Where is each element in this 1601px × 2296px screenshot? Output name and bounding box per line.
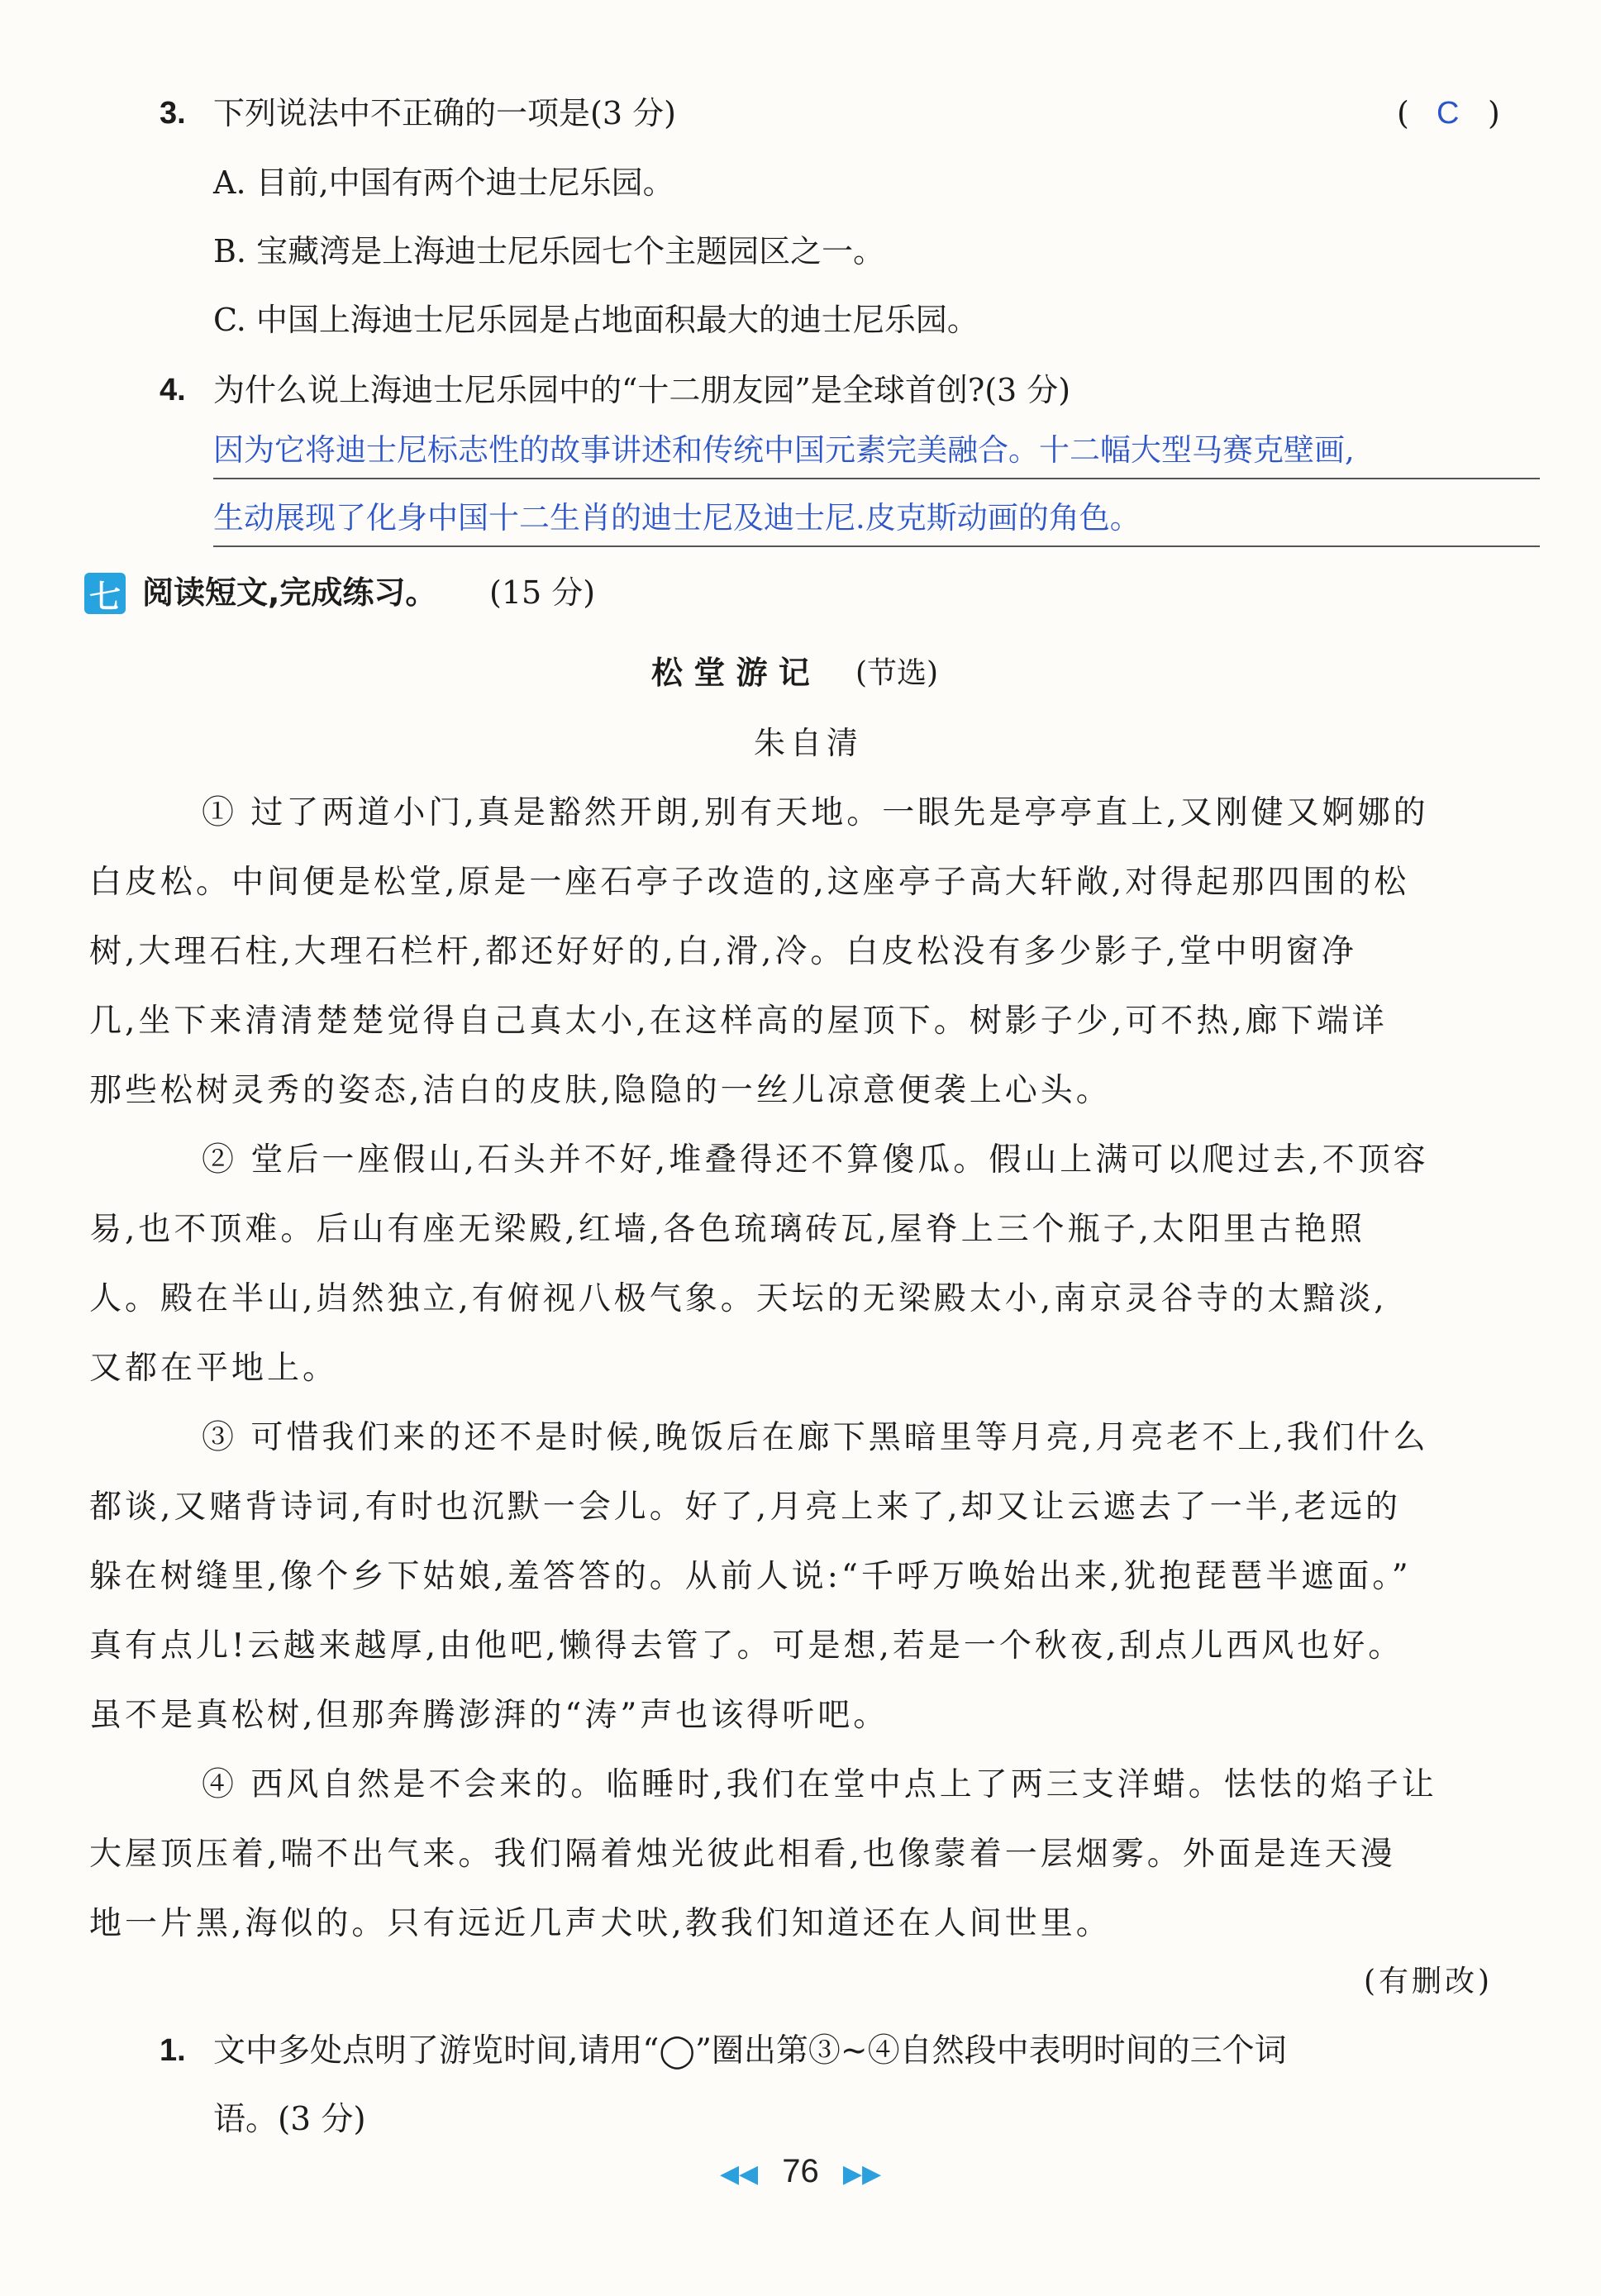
section-score: (15 分) [489, 574, 596, 611]
paragraph-line: 人。殿在半山,岿然独立,有俯视八极气象。天坛的无梁殿太小,南京灵谷寺的太黯淡, [89, 1280, 1388, 1317]
passage-author: 朱自清 [754, 725, 864, 761]
paragraph-line: 白皮松。中间便是松堂,原是一座石亭子改造的,这座亭子高大轩敞,对得起那四围的松 [89, 864, 1410, 901]
q1-number: 1. [160, 2033, 186, 2068]
page-footer [0, 2153, 1601, 2190]
q3-answer: C [1437, 96, 1460, 131]
q4-answer-underline-1 [213, 478, 1540, 479]
paragraph-line: 躲在树缝里,像个乡下姑娘,羞答答的。从前人说:“千呼万唤始出来,犹抱琵琶半遮面。” [89, 1558, 1412, 1595]
paragraph-line: 虽不是真松树,但那奔腾澎湃的“涛”声也该得听吧。 [89, 1697, 889, 1734]
section-badge: 七 [84, 573, 126, 614]
q3-paren-close: ) [1488, 95, 1500, 131]
q3-option-a: A. 目前,中国有两个迪士尼乐园。 [213, 164, 674, 201]
page-number: 76 [782, 2153, 819, 2189]
q3-number: 3. [160, 96, 186, 131]
q3-paren-open: ( [1397, 95, 1409, 131]
q3-text: 下列说法中不正确的一项是(3 分) [213, 95, 676, 131]
prev-arrows-icon: ◀◀ [719, 2160, 759, 2188]
q4-answer-line-2: 生动展现了化身中国十二生肖的迪士尼及迪士尼.皮克斯动画的角色。 [213, 500, 1141, 536]
passage-title: 松 堂 游 记 [651, 655, 810, 691]
paragraph-line: 地一片黑,海似的。只有远近几声犬吠,教我们知道还在人间世里。 [89, 1905, 1112, 1942]
paragraph-line: 易,也不顶难。后山有座无梁殿,红墙,各色琉璃砖瓦,屋脊上三个瓶子,太阳里古艳照 [89, 1211, 1365, 1248]
paragraph-line: ③ 可惜我们来的还不是时候,晚饭后在廊下黑暗里等月亮,月亮老不上,我们什么 [202, 1419, 1429, 1456]
paragraph-line: ② 堂后一座假山,石头并不好,堆叠得还不算傻瓜。假山上满可以爬过去,不顶容 [202, 1141, 1429, 1179]
paragraph-4 [89, 1751, 1532, 1959]
q3-option-c: C. 中国上海迪士尼乐园是占地面积最大的迪士尼乐园。 [213, 302, 979, 338]
source-note: (有删改) [1364, 1965, 1494, 1998]
paragraph-line: 那些松树灵秀的姿态,洁白的皮肤,隐隐的一丝儿凉意便袭上心头。 [89, 1072, 1112, 1109]
section-title: 阅读短文,完成练习。 [142, 574, 437, 611]
paragraph-line: ④ 西风自然是不会来的。临睡时,我们在堂中点上了两三支洋蜡。怯怯的焰子让 [202, 1766, 1437, 1803]
q4-answer-underline-2 [213, 545, 1540, 547]
q1-line-2: 语。(3 分) [213, 2101, 366, 2138]
paragraph-line: 又都在平地上。 [89, 1350, 339, 1387]
q1-line-1: 文中多处点明了游览时间,请用“◯”圈出第③~④自然段中表明时间的三个词 [213, 2032, 1287, 2070]
q4-answer-line-1: 因为它将迪士尼标志性的故事讲述和传统中国元素完美融合。十二幅大型马赛克壁画, [213, 432, 1355, 468]
paragraph-1 [89, 779, 1532, 1126]
paragraph-line: 几,坐下来清清楚楚觉得自己真太小,在这样高的屋顶下。树影子少,可不热,廊下端详 [89, 1003, 1388, 1040]
paragraph-line: 树,大理石柱,大理石栏杆,都还好好的,白,滑,冷。白皮松没有多少影子,堂中明窗净 [89, 933, 1357, 970]
q4-text: 为什么说上海迪士尼乐园中的“十二朋友园”是全球首创?(3 分) [213, 372, 1071, 408]
paragraph-3 [89, 1403, 1532, 1751]
q4-number: 4. [160, 373, 186, 407]
paragraph-line: 都谈,又赌背诗词,有时也沉默一会儿。好了,月亮上来了,却又让云遮去了一半,老远的 [89, 1489, 1401, 1526]
paragraph-line: ① 过了两道小门,真是豁然开朗,别有天地。一眼先是亭亭直上,又刚健又婀娜的 [202, 794, 1429, 831]
paragraph-2 [89, 1126, 1532, 1403]
paragraph-line: 大屋顶压着,喘不出气来。我们隔着烛光彼此相看,也像蒙着一层烟雾。外面是连天漫 [89, 1836, 1396, 1873]
q3-option-b: B. 宝藏湾是上海迪士尼乐园七个主题园区之一。 [213, 233, 885, 269]
passage-title-note: (节选) [855, 656, 939, 690]
next-arrows-icon: ▶▶ [842, 2160, 882, 2188]
paragraph-line: 真有点儿!云越来越厚,由他吧,懒得去管了。可是想,若是一个秋夜,刮点儿西风也好。 [89, 1627, 1404, 1665]
